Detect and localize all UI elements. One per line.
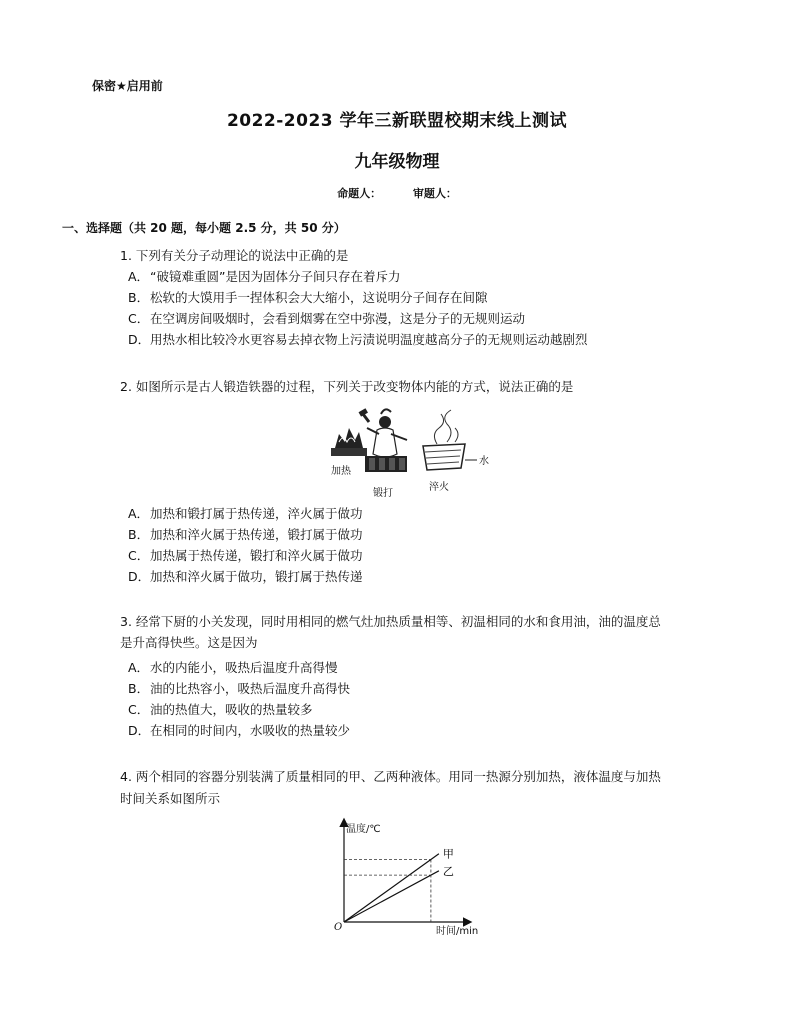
option-text: “破镜难重圆”是因为固体分子间只存在着斥力 <box>150 269 401 284</box>
authors-line <box>0 185 794 201</box>
option-text: 用热水相比较冷水更容易去掉衣物上污渍说明温度越高分子的无规则运动越剧烈 <box>150 332 588 347</box>
forging-illustration <box>325 400 495 500</box>
quench-tub-icon <box>423 410 477 470</box>
series-line-1 <box>344 854 439 922</box>
option-text: 加热属于热传递，锻打和淬火属于做功 <box>150 548 363 563</box>
option-label: C． <box>128 548 150 563</box>
anvil-icon <box>365 456 407 472</box>
exam-subject: 九年级物理 <box>354 152 440 172</box>
series-label-1: 甲 <box>442 847 454 861</box>
q1-option-c <box>128 308 525 329</box>
q2-option-d <box>128 566 363 587</box>
option-text: 水的内能小，吸热后温度升高得慢 <box>150 660 338 675</box>
option-text: 在空调房间吸烟时，会看到烟雾在空中弥漫，这是分子的无规则运动 <box>150 311 526 326</box>
question-number: 4. <box>120 769 132 784</box>
origin-label: O <box>334 922 343 933</box>
option-label: A． <box>128 506 150 521</box>
option-label: A． <box>128 269 150 284</box>
q2-option-c <box>128 545 363 566</box>
setter-label: 命题人： <box>337 187 382 200</box>
option-text: 油的比热容小，吸热后温度升高得快 <box>150 681 351 696</box>
question-number: 1. <box>120 248 132 263</box>
option-label: C． <box>128 311 150 326</box>
furnace-icon <box>331 428 367 456</box>
series-line-2 <box>344 871 439 922</box>
option-label: A． <box>128 660 150 675</box>
option-text: 加热和淬火属于做功，锻打属于热传递 <box>150 569 363 584</box>
temperature-time-chart <box>328 814 500 938</box>
question-stem: 下列有关分子动理论的说法中正确的是 <box>135 248 349 263</box>
water-label: 水 <box>479 456 489 467</box>
q3-option-a <box>128 657 338 678</box>
question-stem: 如图所示是古人锻造铁器的过程，下列关于改变物体内能的方式，说法正确的是 <box>135 379 574 394</box>
q3-option-c <box>128 699 313 720</box>
q1-option-a <box>128 266 400 287</box>
option-label: D． <box>128 569 151 584</box>
option-label: B． <box>128 527 150 542</box>
question-4 <box>120 766 661 787</box>
q2-option-a <box>128 503 363 524</box>
q3-option-b <box>128 678 350 699</box>
question-number: 2. <box>120 379 132 394</box>
option-text: 在相同的时间内，水吸收的热量较少 <box>150 723 351 738</box>
question-1 <box>120 245 348 266</box>
heat-label: 加热 <box>331 466 351 477</box>
q3-option-d <box>128 720 350 741</box>
option-text: 加热和锻打属于热传递，淬火属于做功 <box>150 506 363 521</box>
question-number: 3. <box>120 614 132 629</box>
question-4-continued: 时间关系如图所示 <box>120 791 221 806</box>
series-label-2: 乙 <box>442 864 454 878</box>
forge-label: 锻打 <box>373 488 393 499</box>
option-text: 油的热值大，吸收的热量较多 <box>150 702 313 717</box>
reviewer-label: 审题人： <box>412 187 457 200</box>
q2-option-b <box>128 524 363 545</box>
quench-label: 淬火 <box>429 482 449 493</box>
q1-option-d <box>128 329 588 350</box>
question-3-continued: 是升高得快些。这是因为 <box>120 635 258 650</box>
question-3 <box>120 611 661 632</box>
confidential-mark: 保密★启用前 <box>92 79 163 93</box>
option-text: 加热和淬火属于热传递，锻打属于做功 <box>150 527 363 542</box>
option-text: 松软的大馍用手一捏体积会大大缩小，这说明分子间存在间隙 <box>150 290 488 305</box>
question-stem: 两个相同的容器分别装满了质量相同的甲、乙两种液体。用同一热源分别加热，液体温度与加热 <box>135 769 661 784</box>
option-label: B． <box>128 681 150 696</box>
option-label: B． <box>128 290 150 305</box>
y-axis-label: 温度/℃ <box>346 824 381 835</box>
option-label: D． <box>128 332 151 347</box>
section-heading: 一、选择题（共 20 题，每小题 2.5 分，共 50 分） <box>62 221 346 235</box>
q1-option-b <box>128 287 488 308</box>
x-axis-label: 时间/min <box>436 926 479 937</box>
option-label: D． <box>128 723 151 738</box>
option-label: C． <box>128 702 150 717</box>
question-2 <box>120 376 573 397</box>
exam-title: 2022-2023 学年三新联盟校期末线上测试 <box>226 111 568 131</box>
question-stem: 经常下厨的小关发现，同时用相同的燃气灶加热质量相等、初温相同的水和食用油，油的温度总 <box>135 614 661 629</box>
